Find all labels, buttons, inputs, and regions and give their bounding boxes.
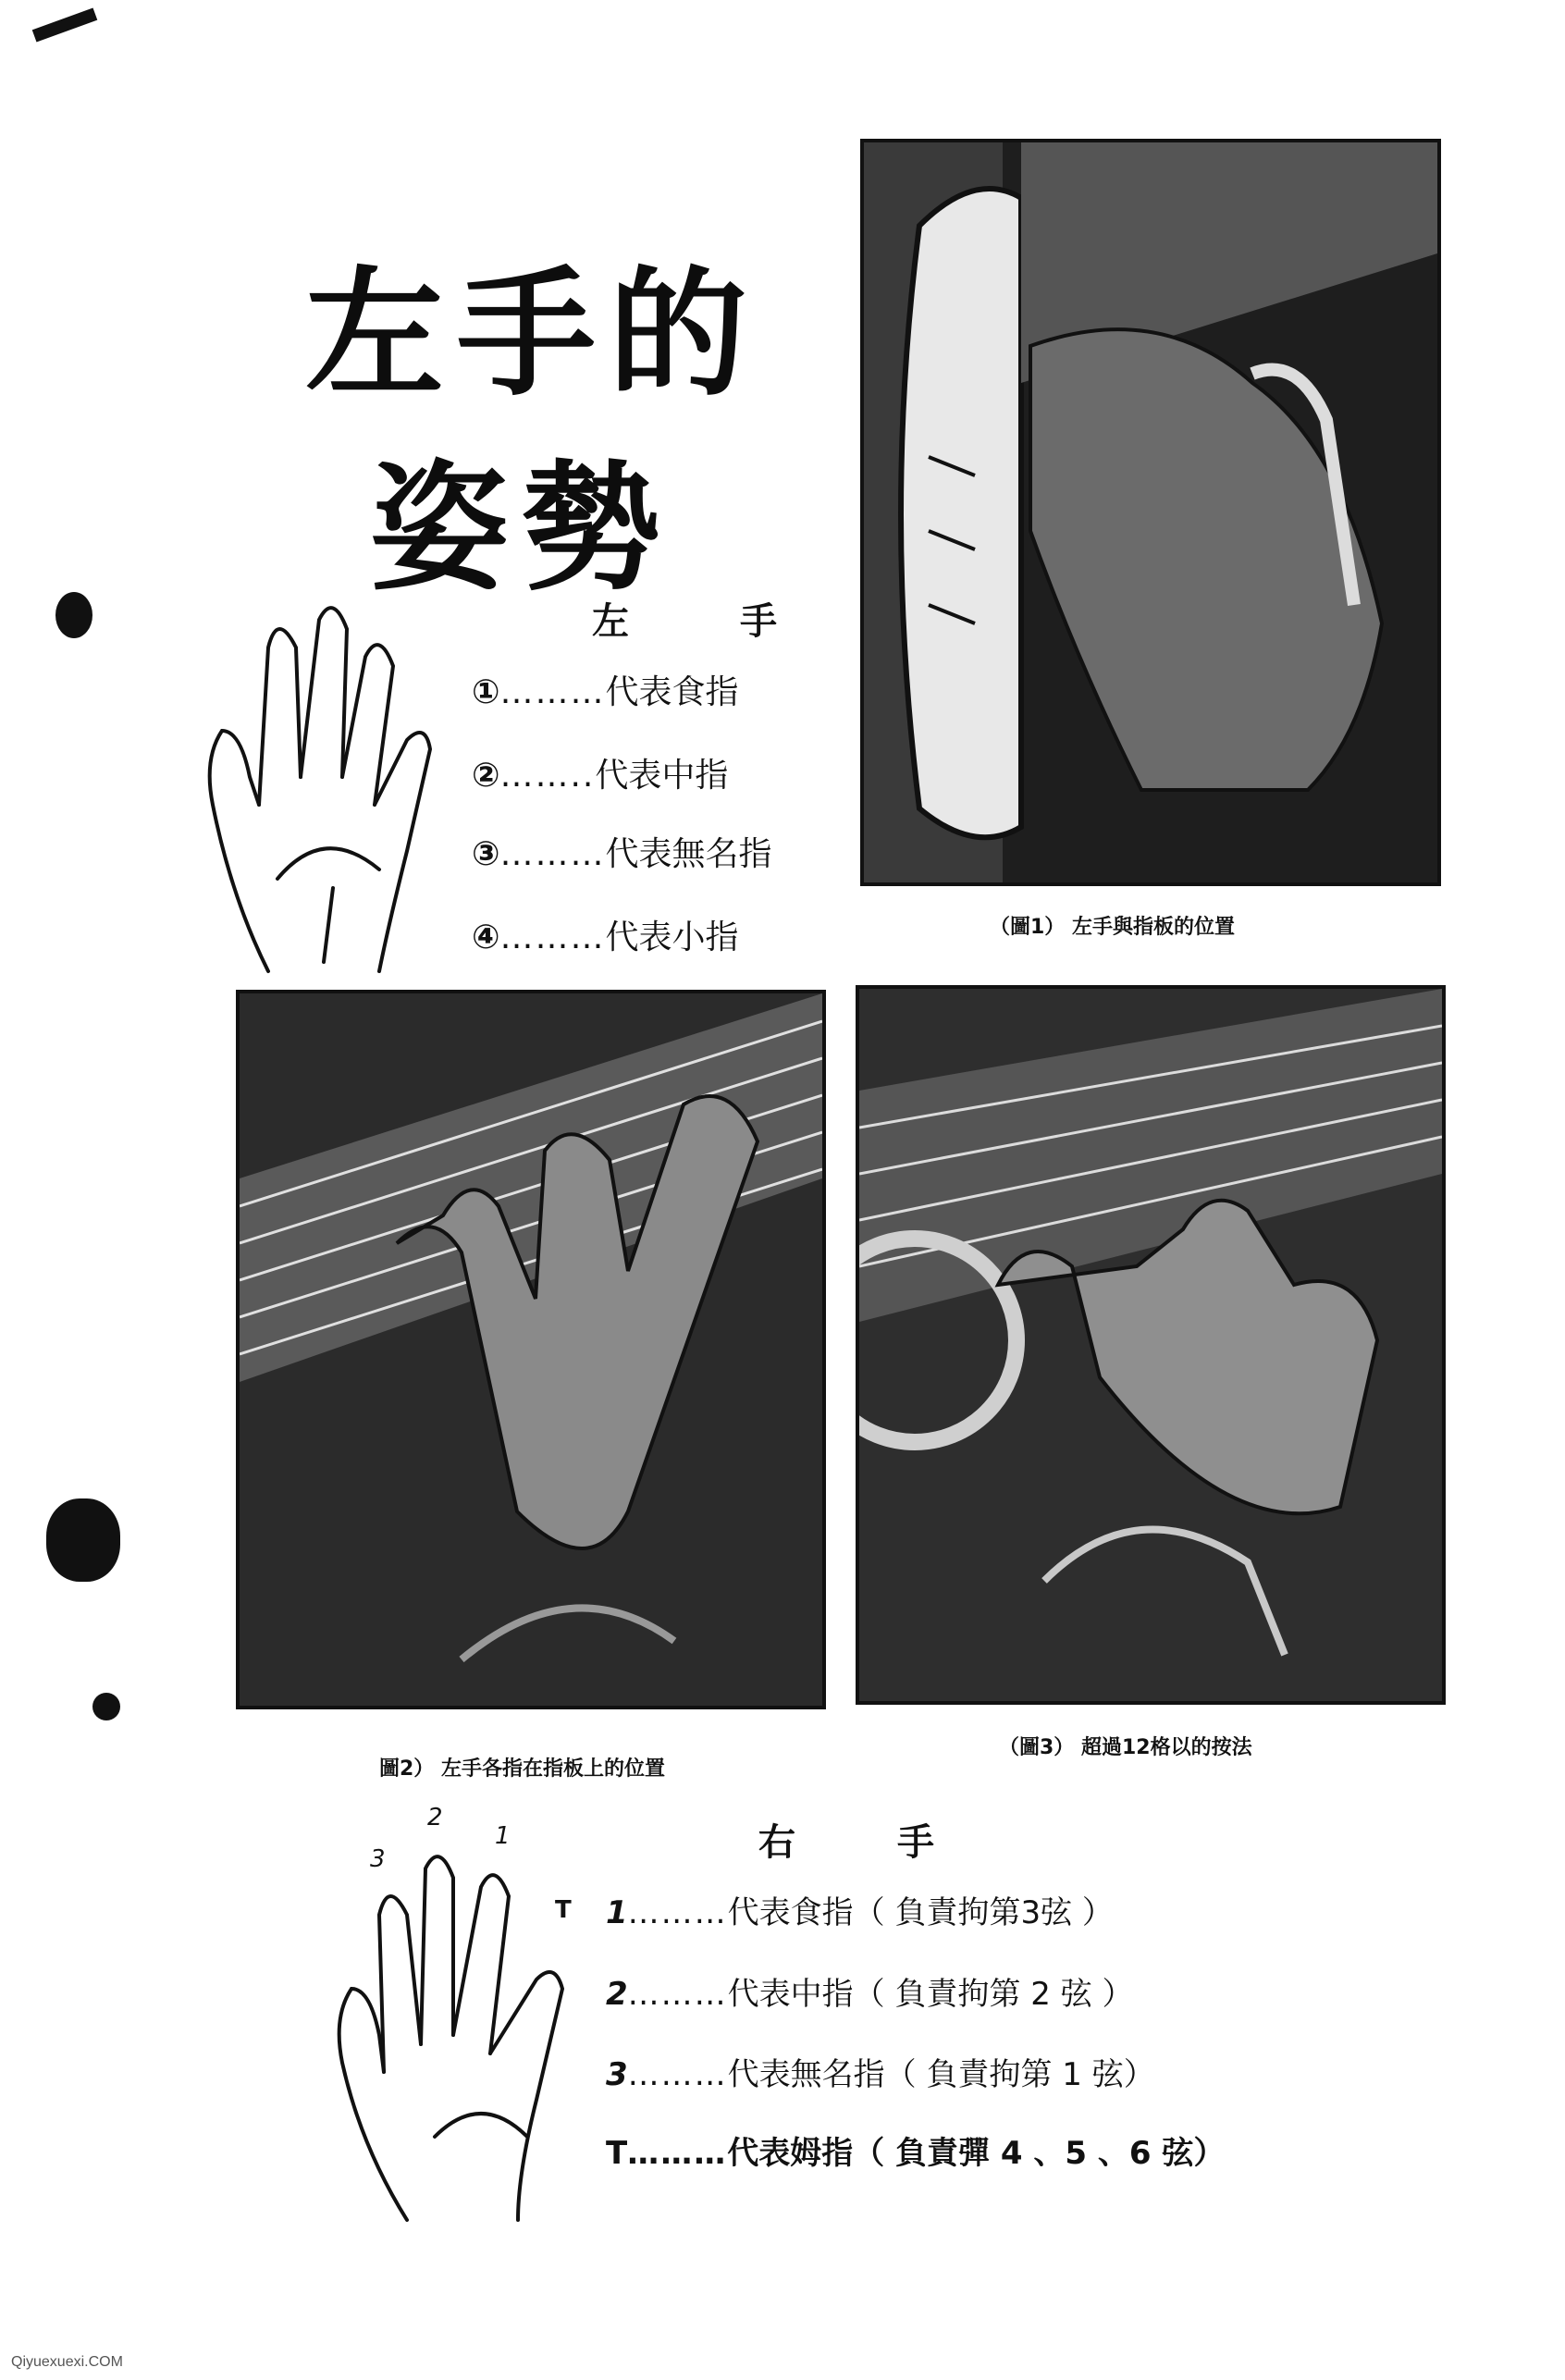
- finger-number: 2: [606, 1976, 628, 2013]
- left-hand-item-3: [472, 828, 772, 875]
- page-title-line1: 左手的: [305, 253, 761, 415]
- right-hand-heading-right: 手: [897, 1821, 934, 1864]
- right-hand-label-index: 1: [495, 1822, 511, 1850]
- finger-desc: 代表食指: [605, 673, 739, 711]
- finger-number: ④: [472, 919, 500, 956]
- right-hand-label-middle: 2: [427, 1804, 443, 1831]
- right-hand-item-2: [606, 1968, 1134, 2014]
- right-hand-diagram-icon: [324, 1841, 592, 2229]
- finger-desc: 代表小指: [605, 919, 739, 956]
- leader-dots: ………: [499, 919, 606, 956]
- figure-3-caption: （圖3） 超過12格以的按法: [999, 1736, 1252, 1759]
- finger-number: 3: [606, 2056, 628, 2093]
- right-hand-item-4: [606, 2127, 1225, 2173]
- leader-dots: ……..: [499, 757, 596, 795]
- figure-2-photo: [236, 990, 826, 1709]
- figure-3-photo: [856, 985, 1446, 1705]
- left-hand-heading-right: 手: [740, 600, 777, 643]
- finger-desc: 代表中指: [595, 757, 729, 795]
- leader-dots: ………: [499, 673, 606, 711]
- scan-speck: [32, 7, 98, 42]
- right-hand-label-ring: 3: [370, 1845, 386, 1873]
- left-hand-item-1: [472, 666, 739, 713]
- leader-dots: ………: [627, 1894, 728, 1931]
- left-hand-diagram-icon: [194, 592, 435, 980]
- left-hand-item-4: [472, 911, 739, 958]
- page-title-line2: 姿勢: [370, 447, 674, 610]
- scan-speck: [92, 1693, 120, 1720]
- right-hand-label-thumb: T: [555, 1896, 572, 1924]
- figure-1-photo: [860, 139, 1441, 886]
- finger-number: ③: [472, 835, 500, 873]
- finger-desc: 代表中指（ 負責拘第 2 弦 ）: [727, 1976, 1134, 2013]
- finger-number: ①: [472, 673, 500, 711]
- right-hand-heading-left: 右: [758, 1821, 795, 1864]
- finger-number: ②: [472, 757, 500, 795]
- figure-1-caption: （圖1） 左手與指板的位置: [990, 916, 1235, 939]
- left-hand-heading-left: 左: [592, 600, 629, 643]
- figure-2-caption: 圖2） 左手各指在指板上的位置: [379, 1757, 665, 1781]
- finger-desc: 代表姆指（ 負責彈 4 、5 、6 弦）: [727, 2135, 1226, 2172]
- scan-speck: [46, 1498, 120, 1582]
- finger-number: T: [606, 2135, 628, 2172]
- leader-dots: ………: [627, 2056, 728, 2093]
- left-hand-item-2: [472, 749, 728, 796]
- watermark: Qiyuexuexi.COM: [11, 2354, 123, 2370]
- right-hand-item-1: [606, 1887, 1114, 1932]
- finger-desc: 代表食指（ 負責拘第3弦 ）: [727, 1894, 1114, 1931]
- scan-speck: [55, 592, 92, 638]
- leader-dots: ………: [499, 835, 606, 873]
- right-hand-item-3: [606, 2049, 1155, 2094]
- finger-number: 1: [606, 1894, 628, 1931]
- leader-dots: ………: [627, 2135, 728, 2172]
- finger-desc: 代表無名指: [605, 835, 772, 873]
- leader-dots: ………: [627, 1976, 728, 2013]
- finger-desc: 代表無名指（ 負責拘第 1 弦）: [727, 2056, 1155, 2093]
